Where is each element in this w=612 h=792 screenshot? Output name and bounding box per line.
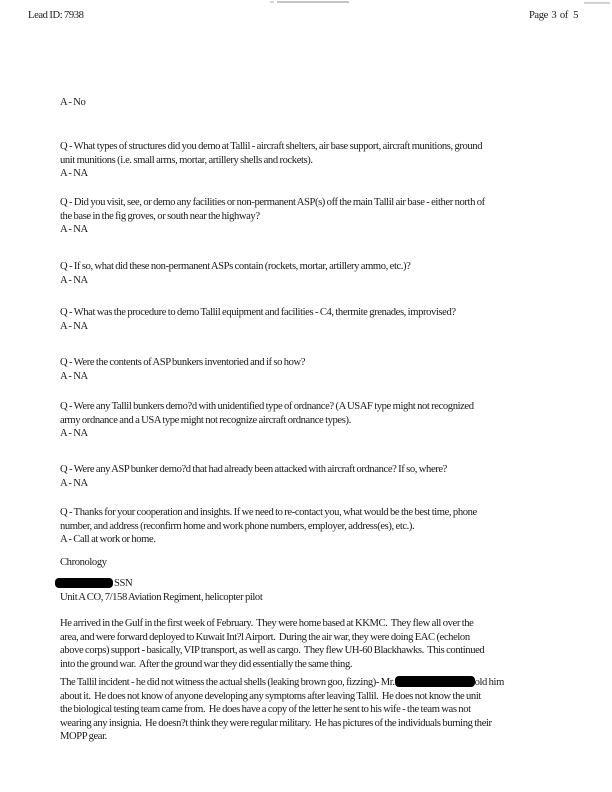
question-line: Q - Thanks for your cooperation and insights. If we need to re-contact you, what would be the best time, phone bbox=[60, 507, 477, 518]
paragraph-line: above corps) support - basically, VIP transport, as well as cargo. They flew UH-60 Blackhawks. This continued bbox=[60, 645, 485, 656]
paragraph-line: the biological testing team came from. He does have a copy of the letter he sent to his wife - the team was not bbox=[60, 704, 471, 715]
scan-artifact-corner bbox=[584, 2, 610, 4]
page-number-label: Page 3 of 5 bbox=[528, 10, 578, 21]
paragraph-line: wearing any insignia. He doesn?t think they were regular military. He has pictures of the individuals burning their bbox=[60, 717, 492, 729]
lead-id-label: Lead ID: 7938 bbox=[28, 10, 84, 21]
question-line: Q - What was the procedure to demo Tallil equipment and facilities - C4, thermite grenades, improvised? bbox=[60, 307, 456, 318]
paragraph-line: MOPP gear. bbox=[60, 731, 107, 742]
scan-artifact-line bbox=[277, 1, 349, 3]
redaction-bar-name bbox=[395, 676, 475, 687]
answer-line: A - NA bbox=[60, 224, 88, 235]
subject-identity-line bbox=[55, 577, 555, 591]
question-line: Q - Were any ASP bunker demo?d that had already been attacked with aircraft ordnance? If so, where? bbox=[60, 464, 447, 475]
question-line: the base in the fig groves, or south near the highway? bbox=[60, 210, 260, 222]
redaction-bar-name bbox=[55, 578, 113, 588]
answer-line: A - NA bbox=[60, 428, 88, 439]
qa-block bbox=[60, 506, 560, 547]
question-line: Q - Were any Tallil bunkers demo?d with unidentified type of ordnance? (A USAF type might not recognized bbox=[60, 401, 474, 412]
question-line: unit munitions (i.e. small arms, mortar, artillery shells and rockets). bbox=[60, 154, 313, 166]
qa-block bbox=[60, 306, 560, 333]
qa-block bbox=[60, 400, 560, 441]
question-line: number, and address (reconfirm home and work phone numbers, employer, address(es), etc.). bbox=[60, 520, 415, 532]
qa-block bbox=[60, 96, 560, 110]
subject-unit-line: Unit A CO, 7/158 Aviation Regiment, helicopter pilot bbox=[60, 592, 263, 603]
question-line: Q - What types of structures did you demo at Tallil - aircraft shelters, air base support, aircraft munitions, ground bbox=[60, 141, 483, 152]
qa-block bbox=[60, 260, 560, 287]
answer-line: A - NA bbox=[60, 477, 88, 489]
question-line: army ordnance and a USA type might not recognize aircraft ordnance types). bbox=[60, 414, 351, 426]
paragraph-line: into the ground war. After the ground war they did essentially the same thing. bbox=[60, 658, 353, 670]
question-line: Q - Did you visit, see, or demo any facilities or non-permanent ASP(s) off the main Tallil air base - either north of bbox=[60, 197, 485, 208]
qa-block bbox=[60, 196, 560, 237]
qa-block bbox=[60, 356, 560, 383]
paragraph-line: about it. He does not know of anyone developing any symptoms after leaving Tallil. He does not know the unit bbox=[60, 690, 481, 702]
paragraph-line: area, and were forward deployed to Kuwait Int?l Airport. During the air war, they were doing EAC (echelon bbox=[60, 631, 470, 643]
chronology-paragraph-1 bbox=[60, 617, 560, 671]
answer-line: A - NA bbox=[60, 168, 88, 179]
question-line: Q - Were the contents of ASP bunkers inventoried and if so how? bbox=[60, 357, 306, 368]
scan-artifact-dot bbox=[270, 1, 274, 3]
question-line: Q - If so, what did these non-permanent ASPs contain (rockets, mortar, artillery ammo, etc.)? bbox=[60, 261, 411, 272]
chronology-heading: Chronology bbox=[60, 557, 107, 568]
qa-block bbox=[60, 463, 560, 490]
answer-line: A - NA bbox=[60, 274, 88, 286]
paragraph-line: The Tallil incident - he did not witness the actual shells (leaking brown goo, fizzing)- Mr. old him bbox=[60, 677, 504, 688]
answer-line: A - NA bbox=[60, 370, 88, 382]
answer-line: A - No bbox=[60, 97, 86, 108]
answer-line: A - Call at work or home. bbox=[60, 534, 156, 545]
ssn-label: SSN bbox=[114, 578, 133, 589]
qa-block bbox=[60, 140, 560, 181]
chronology-paragraph-2 bbox=[60, 676, 560, 744]
paragraph-line: He arrived in the Gulf in the first week of February. They were home based at KKMC. They flew all over the bbox=[60, 618, 474, 629]
answer-line: A - NA bbox=[60, 320, 88, 332]
